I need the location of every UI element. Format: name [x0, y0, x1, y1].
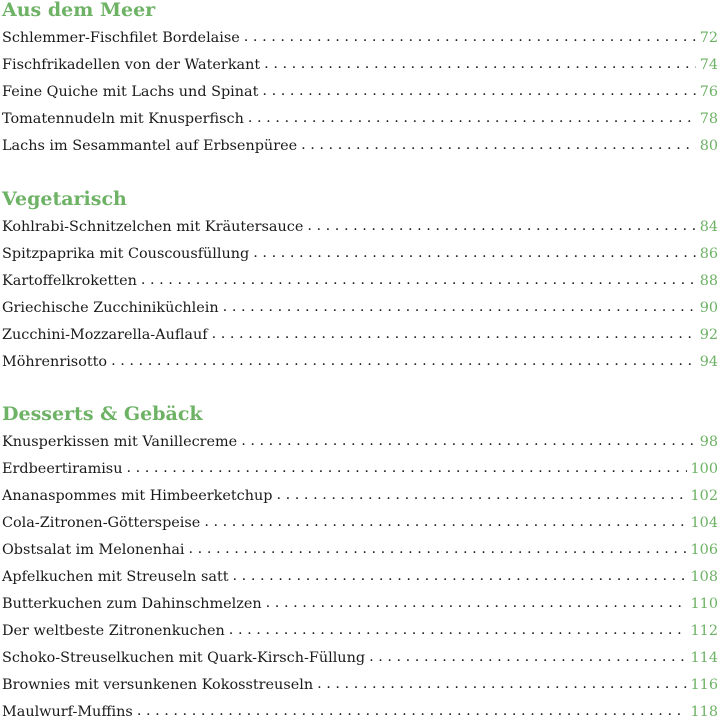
entry-page-number: 80 [696, 137, 718, 155]
entry-page-number: 108 [687, 568, 718, 586]
entry-title: Griechische Zucchiniküchlein [2, 299, 223, 317]
dot-leader [229, 621, 687, 639]
entry-title: Zucchini-Mozzarella-Auflauf [2, 326, 212, 344]
dot-leader [317, 675, 686, 693]
entry-page-number: 74 [696, 56, 718, 74]
entry-title: Schlemmer-Fischfilet Bordelaise [2, 29, 244, 47]
toc-entry[interactable] [2, 424, 718, 451]
dot-leader [301, 136, 696, 154]
entry-title: Erdbeertiramisu [2, 460, 126, 478]
entry-title: Feine Quiche mit Lachs und Spinat [2, 83, 262, 101]
dot-leader [241, 432, 695, 450]
entry-title: Lachs im Sesammantel auf Erbsenpüree [2, 137, 301, 155]
toc-entry[interactable] [2, 532, 718, 559]
toc-entry[interactable] [2, 613, 718, 640]
section-vegetarisch [2, 189, 718, 371]
entry-page-number: 72 [696, 29, 718, 47]
toc-entry[interactable] [2, 640, 718, 667]
toc-entry[interactable] [2, 478, 718, 505]
entry-title: Knusperkissen mit Vanillecreme [2, 433, 241, 451]
entry-title: Brownies mit versunkenen Kokosstreuseln [2, 676, 317, 694]
toc-entry[interactable] [2, 451, 718, 478]
section-heading: Desserts & Gebäck [2, 403, 203, 425]
toc-entry[interactable] [2, 694, 718, 721]
entry-page-number: 104 [687, 514, 718, 532]
toc-entry[interactable] [2, 236, 718, 263]
entry-list [2, 209, 718, 371]
entry-page-number: 76 [696, 83, 718, 101]
entry-title: Fischfrikadellen von der Waterkant [2, 56, 264, 74]
entry-page-number: 100 [687, 460, 718, 478]
toc-entry[interactable] [2, 586, 718, 613]
toc-entry[interactable] [2, 101, 718, 128]
dot-leader [307, 217, 695, 235]
entry-title: Kartoffelkroketten [2, 272, 141, 290]
toc-entry[interactable] [2, 47, 718, 74]
entry-page-number: 88 [696, 272, 718, 290]
toc-entry[interactable] [2, 559, 718, 586]
entry-title: Der weltbeste Zitronenkuchen [2, 622, 229, 640]
entry-page-number: 106 [687, 541, 718, 559]
entry-page-number: 102 [687, 487, 718, 505]
entry-title: Maulwurf-Muffins [2, 703, 137, 721]
dot-leader [244, 28, 696, 46]
dot-leader [266, 594, 687, 612]
dot-leader [204, 513, 686, 531]
entry-page-number: 118 [687, 703, 718, 721]
entry-page-number: 90 [696, 299, 718, 317]
toc-entry[interactable] [2, 290, 718, 317]
dot-leader [276, 486, 686, 504]
toc-entry[interactable] [2, 317, 718, 344]
toc-entry[interactable] [2, 209, 718, 236]
entry-title: Ananaspommes mit Himbeerketchup [2, 487, 276, 505]
entry-title: Spitzpaprika mit Couscousfüllung [2, 245, 253, 263]
entry-title: Obstsalat im Melonenhai [2, 541, 189, 559]
entry-page-number: 92 [696, 326, 718, 344]
dot-leader [223, 298, 696, 316]
section-aus-dem-meer [2, 0, 718, 155]
dot-leader [248, 109, 696, 127]
entry-title: Schoko-Streuselkuchen mit Quark-Kirsch-Füllung [2, 649, 369, 667]
toc-entry[interactable] [2, 74, 718, 101]
entry-list [2, 20, 718, 155]
section-heading: Aus dem Meer [2, 0, 156, 21]
toc-entry[interactable] [2, 128, 718, 155]
toc-entry[interactable] [2, 344, 718, 371]
toc-entry[interactable] [2, 263, 718, 290]
dot-leader [253, 244, 695, 262]
toc-entry[interactable] [2, 505, 718, 532]
entry-title: Tomatennudeln mit Knusperfisch [2, 110, 248, 128]
dot-leader [264, 55, 696, 73]
entry-title: Apfelkuchen mit Streuseln satt [2, 568, 233, 586]
section-heading: Vegetarisch [2, 188, 127, 210]
toc-entry[interactable] [2, 667, 718, 694]
dot-leader [233, 567, 687, 585]
dot-leader [137, 702, 687, 720]
entry-page-number: 98 [696, 433, 718, 451]
entry-page-number: 78 [696, 110, 718, 128]
entry-page-number: 112 [687, 622, 718, 640]
dot-leader [141, 271, 696, 289]
entry-title: Cola-Zitronen-Götterspeise [2, 514, 204, 532]
entry-page-number: 110 [687, 595, 718, 613]
entry-page-number: 116 [687, 676, 718, 694]
entry-page-number: 84 [696, 218, 718, 236]
entry-list [2, 424, 718, 721]
section-desserts-gebaeck [2, 404, 718, 721]
entry-page-number: 114 [687, 649, 718, 667]
entry-title: Butterkuchen zum Dahinschmelzen [2, 595, 266, 613]
dot-leader [189, 540, 687, 558]
toc-entry[interactable] [2, 20, 718, 47]
dot-leader [212, 325, 696, 343]
dot-leader [111, 352, 696, 370]
dot-leader [262, 82, 695, 100]
entry-title: Kohlrabi-Schnitzelchen mit Kräutersauce [2, 218, 307, 236]
entry-page-number: 94 [696, 353, 718, 371]
entry-page-number: 86 [696, 245, 718, 263]
entry-title: Möhrenrisotto [2, 353, 111, 371]
dot-leader [126, 459, 686, 477]
dot-leader [369, 648, 686, 666]
